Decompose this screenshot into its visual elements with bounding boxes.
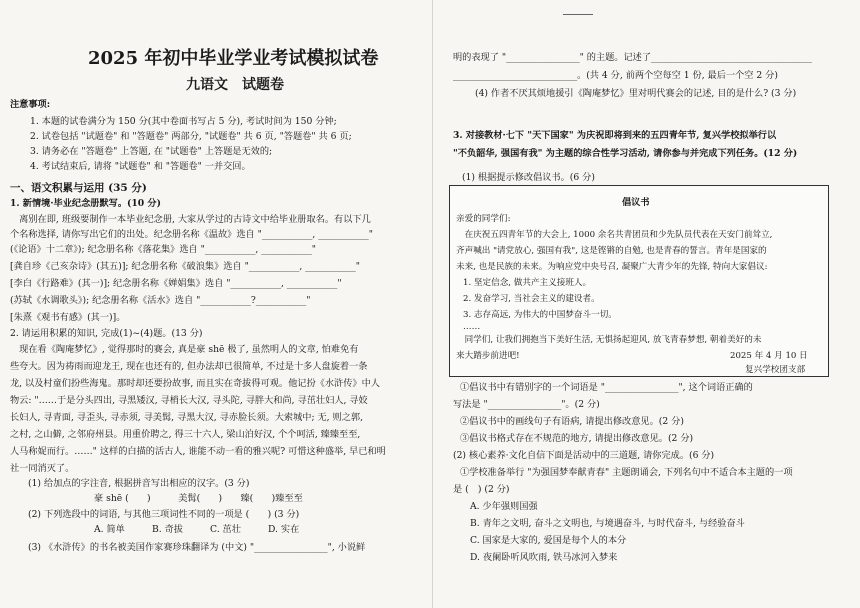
after-line: 写法是 "________________"。(2 分)	[453, 399, 600, 410]
option-c: C. 茁壮	[210, 524, 241, 535]
after-line: (2) 核心素养·文化自信下面是活动中的三道题, 请你完成。(6 分)	[453, 450, 715, 461]
letter-line: 2. 发奋学习, 当社会主义的建设者。	[463, 294, 600, 304]
note-4: 4. 考试结束后, 请将 "试题卷" 和 "答题卷" 一并交回。	[30, 161, 251, 172]
letter-heading: 倡议书	[622, 197, 650, 208]
column-divider	[432, 0, 433, 608]
after-line: C. 国家是大家的, 爱国是每个人的本分	[470, 535, 627, 546]
passage-line: 物云: "……于是分头四出, 寻黑矮汉, 寻梢长大汉, 寻头陀, 寻胖大和尚, 寻茁壮妇人, 寻姣	[10, 395, 368, 406]
after-line: B. 青年之文明, 奋斗之文明也, 与境遇奋斗, 与时代奋斗, 与经验奋斗	[470, 518, 745, 529]
sub-question-2: (2) 下列选段中的词语, 与其他三项词性不同的一项是 ( ) (3 分)	[28, 509, 300, 520]
sub-question-1: (1) 给加点的字注音, 根据拼音写出相应的汉字。(3 分)	[28, 478, 250, 489]
q1-line: [李白《行路难》(其一)]; 纪念册名称《婵娟集》选自 "___________, ___________"	[10, 278, 342, 289]
note-1: 1. 本题的试卷满分为 150 分(其中卷面书写占 5 分), 考试时间为 150 分钟;	[30, 116, 337, 127]
after-line: A. 少年强则国强	[470, 501, 538, 512]
letter-line: ……	[463, 322, 481, 332]
q1-line: 离别在即, 班级要制作一本毕业纪念册, 大家从学过的古诗文中给毕业册取名。有以下几	[10, 214, 371, 225]
letter-line: 1. 坚定信念, 做共产主义接班人。	[463, 278, 592, 288]
letter-line: 3. 志存高远, 为伟大的中国梦奋斗一切。	[463, 310, 617, 320]
passage-line: 之村, 之山僻, 之邻府州县。用重价聘之, 得三十六人, 梁山泊好汉, 个个呵活, 臻臻至至,	[10, 429, 361, 440]
letter-greeting: 亲爱的同学们:	[456, 214, 511, 224]
q1-line: (《论语》十二章》); 纪念册名称《落花集》选自 "___________, ___________"	[10, 244, 317, 255]
after-line: D. 夜阑卧听风吹雨, 铁马冰河入梦来	[470, 552, 618, 563]
option-b: B. 奇拔	[152, 524, 183, 535]
question-2: 2. 请运用积累的知识, 完成(1)~(4)题。(13 分)	[10, 328, 203, 339]
notes-title: 注意事项:	[10, 99, 51, 110]
right-line: 明的表现了 "________________" 的主题。记述了___________________________________	[453, 52, 812, 63]
after-line: ②倡议书中的画线句子有语病, 请提出修改意见。(2 分)	[460, 416, 684, 427]
q3-sub-1: (1) 根据提示修改倡议书。(6 分)	[462, 172, 595, 183]
note-3: 3. 请务必在 "答题卷" 上答题, 在 "试题卷" 上答题是无效的;	[30, 146, 273, 157]
q1-line: 个名称选择, 请你写出它们的出处。纪念册名称《温故》选自 "___________, ___________"	[10, 229, 373, 240]
question-1: 1. 新情境·毕业纪念册默写。(10 分)	[10, 198, 161, 209]
letter-date: 2025 年 4 月 10 日	[730, 351, 808, 361]
option-a: A. 简单	[94, 524, 125, 535]
q1-line: (苏轼《水调歌头》); 纪念册名称《活水》选自 "___________?___________"	[10, 295, 311, 306]
after-line: 是 ( ) (2 分)	[453, 484, 510, 495]
q1-line: [朱熹《观书有感》(其一)]。	[10, 312, 126, 323]
letter-line: 齐声喊出 "请党放心, 强国有我", 这是铿锵的自勉, 也是青春的誓言。青年是国家的	[456, 246, 767, 256]
passage-line: 现在看《陶庵梦忆》, 觉得那时的赛会, 真是豪 shē 极了, 虽然明人的文章, 怕难免有	[10, 344, 359, 355]
sub-question-1-items: 豪 shē ( ) 美髯( ) 臻( )臻至至	[94, 493, 303, 504]
option-d: D. 实在	[268, 524, 300, 535]
exam-subtitle: 九语文 试题卷	[186, 77, 284, 93]
passage-line: 长妇人, 寻青面, 寻歪头, 寻赤须, 寻美髯, 寻黑大汉, 寻赤脸长须。大索城中; 无, 则之郭,	[10, 412, 364, 423]
letter-signer: 复兴学校团支部	[745, 365, 806, 375]
letter-line: 未来, 也是民族的未来。为响应党中央号召, 凝聚广大青少年的先锋, 特向大家倡议:	[456, 262, 768, 272]
top-mark	[563, 14, 593, 15]
right-line: ___________________________。(共 4 分, 前两个空每空 1 份, 最后一个空 2 分)	[453, 70, 778, 81]
letter-line: 在庆祝五四青年节的大会上, 1000 余名共青团员和少先队员代表在天安门前耸立,	[456, 230, 773, 240]
question-3-line-1: 3. 对接教材·七下 "天下国家" 为庆祝即将到来的五四青年节, 复兴学校拟举行以	[453, 130, 777, 141]
passage-line: 龙, 以及村童们扮些海鬼。那时却还要扮故事, 而且实在奇拔得可观。他记扮《水浒传》中人	[10, 378, 380, 389]
passage-line: 些夸大。因为祷雨而迎龙王, 现在也还有的, 但办法却已很简单, 不过是十多人盘旋着一条	[10, 361, 368, 372]
after-line: ①倡议书中有错别字的一个词语是 "________________", 这个词语正确的	[460, 382, 753, 393]
after-line: ①学校准备举行 "为强国梦奉献青春" 主题朗诵会, 下列名句中不适合本主题的一项	[460, 467, 793, 478]
letter-line: 来大踏步前进吧!	[456, 351, 520, 361]
section-1-heading: 一、语文积累与运用 (35 分)	[10, 182, 147, 194]
letter-line: 同学们, 让我们拥抱当下美好生活, 无惧扬起迎风, 放飞青春梦想, 朝着美好的未	[456, 335, 762, 345]
note-2: 2. 试卷包括 "试题卷" 和 "答题卷" 两部分, "试题卷" 共 6 页, "答题卷" 共 6 页;	[30, 131, 352, 142]
question-3-line-2: "不负韶华, 强国有我" 为主题的综合性学习活动, 请你参与并完成下列任务。(12 分)	[453, 148, 798, 159]
q1-line: [龚自珍《己亥杂诗》(其五)]; 纪念册名称《破浪集》选自 "___________, ___________"	[10, 261, 360, 272]
exam-title: 2025 年初中毕业学业考试模拟试卷	[88, 48, 379, 69]
right-line: (4) 作者不厌其烦地援引《陶庵梦忆》里对明代赛会的记述, 目的是什么? (3 分)	[475, 88, 797, 99]
after-line: ③倡议书格式存在不规范的地方, 请提出修改意见。(2 分)	[460, 433, 694, 444]
sub-question-3: (3) 《水浒传》的书名被美国作家赛珍珠翻译为 (中文) "________________", 小说鲜	[28, 542, 366, 553]
passage-line: 社一同消灭了。	[10, 463, 75, 474]
passage-line: 人马称娖而行。……" 这样的白描的活古人, 谁能不动一看的雅兴呢? 可惜这种盛举, 早已和明	[10, 446, 386, 457]
